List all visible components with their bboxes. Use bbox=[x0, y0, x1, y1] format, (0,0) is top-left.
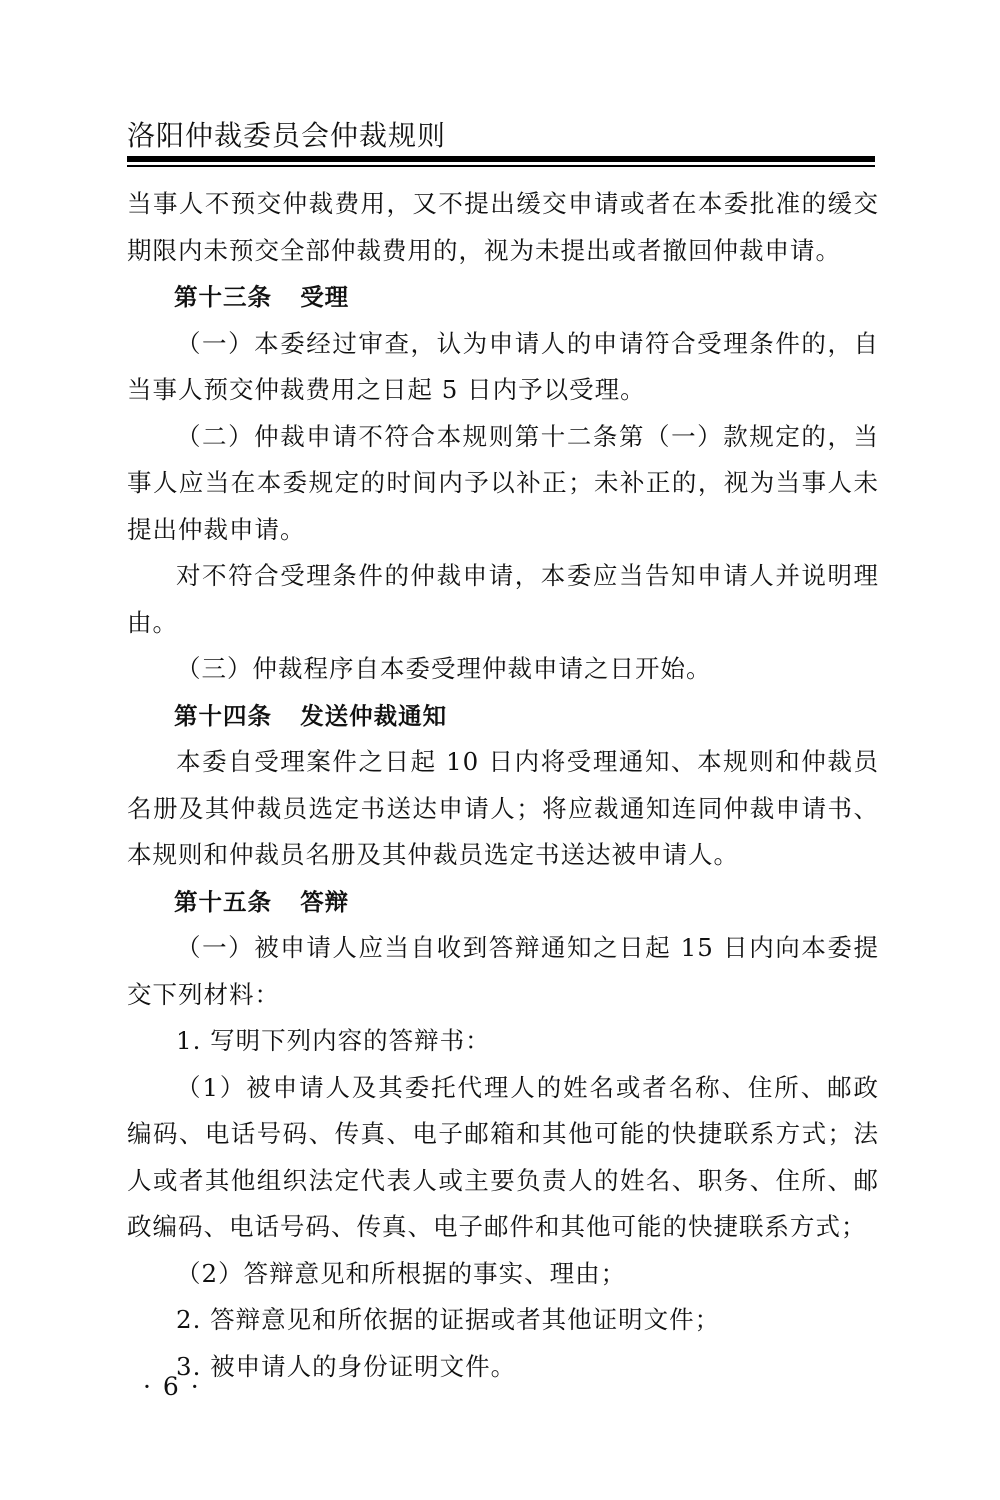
article-15-heading bbox=[127, 879, 879, 926]
article-15-number: 第十五条 bbox=[174, 887, 272, 916]
page-body bbox=[127, 181, 879, 1390]
article-13-number: 第十三条 bbox=[174, 283, 272, 311]
article-13-clause-2: （二）仲裁申请不符合本规则第十二条第（一）款规定的，当事人应当在本委规定的时间内予以补正；未补正的，视为当事人未提出仲裁申请。 bbox=[127, 421, 879, 544]
article-15-clause-1: （一）被申请人应当自收到答辩通知之日起 15 日内向本委提交下列材料： bbox=[127, 933, 879, 1009]
running-header-title: 洛阳仲裁委员会仲裁规则 bbox=[127, 119, 447, 152]
header-rule-thin bbox=[127, 165, 875, 167]
article-13-clause-3: （三）仲裁程序自本委受理仲裁申请之日开始。 bbox=[176, 654, 712, 683]
page-number: · 6 · bbox=[143, 1372, 201, 1401]
header-rule-thick bbox=[127, 156, 875, 162]
article-15-item-1-sub-2: （2）答辩意见和所根据的事实、理由； bbox=[176, 1258, 627, 1288]
article-15-item-3: 3. 被申请人的身份证明文件。 bbox=[176, 1351, 517, 1381]
article-15-item-1-sub-1: （1）被申请人及其委托代理人的姓名或者名称、住所、邮政编码、电话号码、传真、电子邮箱和其他可能的快捷联系方式；法人或者其他组织法定代表人或主要负责人的姓名、职务、住所、邮政编码、电话号码、传真、电子邮件和其他可能的快捷联系方式； bbox=[127, 1072, 879, 1241]
article-15-item-1: 1. 写明下列内容的答辩书： bbox=[176, 1026, 491, 1055]
article-14-number: 第十四条 bbox=[174, 701, 272, 730]
article-13-heading bbox=[127, 274, 879, 321]
article-13-title: 受理 bbox=[300, 283, 350, 311]
article-13-clause-2-note: 对不符合受理条件的仲裁申请，本委应当告知申请人并说明理由。 bbox=[127, 561, 879, 637]
article-15-item-2: 2. 答辩意见和所依据的证据或者其他证明文件； bbox=[176, 1305, 721, 1334]
paragraph-continuation: 当事人不预交仲裁费用，又不提出缓交申请或者在本委批准的缓交期限内未预交全部仲裁费用的，视为未提出或者撤回仲裁申请。 bbox=[127, 189, 879, 265]
article-14-heading bbox=[127, 693, 879, 740]
article-13-clause-1: （一）本委经过审查，认为申请人的申请符合受理条件的，自当事人预交仲裁费用之日起 5 日内予以受理。 bbox=[127, 328, 879, 404]
article-14-title: 发送仲裁通知 bbox=[300, 701, 448, 730]
article-14-text: 本委自受理案件之日起 10 日内将受理通知、本规则和仲裁员名册及其仲裁员选定书送达申请人；将应裁通知连同仲裁申请书、本规则和仲裁员名册及其仲裁员选定书送达被申请人。 bbox=[127, 747, 879, 869]
article-15-title: 答辩 bbox=[300, 887, 350, 916]
